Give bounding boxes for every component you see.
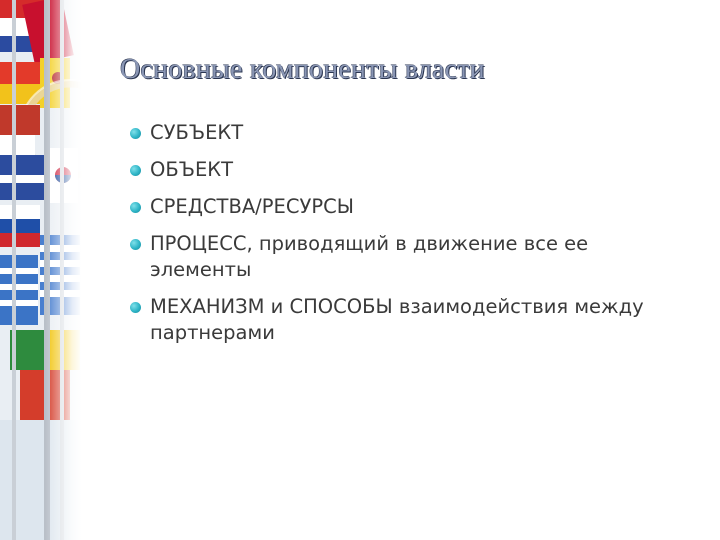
list-item: [130, 231, 670, 283]
list-item-text: ОБЪЕКТ: [150, 158, 234, 181]
flags-decoration: [0, 0, 82, 540]
list-item: [130, 294, 670, 346]
list-item-text: МЕХАНИЗМ и СПОСОБЫ взаимодействия между партнерами: [150, 295, 644, 344]
bullet-dot-icon: [130, 165, 141, 176]
bullet-dot-icon: [130, 128, 141, 139]
list-item-text: СРЕДСТВА/РЕСУРСЫ: [150, 195, 354, 218]
list-item: [130, 194, 670, 220]
bullet-dot-icon: [130, 202, 141, 213]
bullet-dot-icon: [130, 239, 141, 250]
list-item-text: ПРОЦЕСС, приводящий в движение все ее элементы: [150, 232, 589, 281]
list-item: [130, 157, 670, 183]
slide-title: Основные компоненты власти: [120, 54, 485, 85]
list-item: [130, 120, 670, 146]
bullet-dot-icon: [130, 302, 141, 313]
list-item-text: СУБЪЕКТ: [150, 121, 244, 144]
bullet-list: [130, 120, 670, 357]
